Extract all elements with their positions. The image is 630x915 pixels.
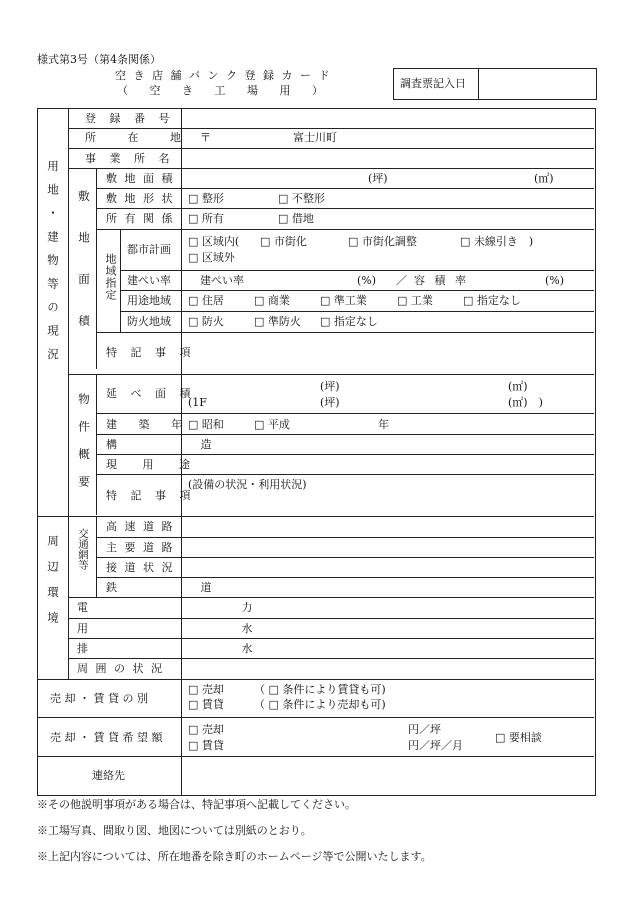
label-railway: 鉄 道 (106, 581, 252, 594)
label-water: 用 水 (77, 622, 328, 635)
floor-area-unit-m2: (㎡) (508, 380, 528, 393)
option-semi-industrial[interactable]: □ 準工業 (320, 294, 367, 307)
option-price-rent[interactable]: □ 賃貸 (188, 739, 224, 752)
option-use-none[interactable]: □ 指定なし (463, 294, 521, 307)
label-electric: 電 力 (77, 601, 328, 614)
option-urbanization-control[interactable]: □ 市街化調整 (348, 235, 417, 248)
note-2: ※工場写真、間取り図、地図については別紙のとおり。 (37, 824, 312, 837)
label-main-road: 主 要 道 路 (106, 541, 175, 554)
floor1-unit-tsubo: (坪) (320, 396, 340, 409)
label-ownership: 所 有 関 係 (106, 212, 175, 225)
floor-ratio-label: 容 積 率 (414, 274, 469, 287)
note-3: ※上記内容については、所在地番を除き町のホームページ等で公開いたします。 (37, 850, 432, 863)
form-title: 空 き 店 舗 バ ン ク 登 録 カ ー ド (115, 69, 332, 82)
section-site: 敷地面積 (77, 190, 91, 356)
option-unzoned[interactable]: □ 未線引き ) (460, 235, 534, 248)
site-area-unit-m2: (㎡) (534, 172, 554, 185)
floor1-label: (1F (188, 396, 207, 409)
location-postal: 〒 (200, 131, 211, 144)
floor-area-unit-tsubo: (坪) (320, 380, 340, 393)
form-number: 様式第3号（第4条関係） (37, 53, 161, 66)
label-current-use: 現 用 途 (106, 458, 201, 471)
label-expressway: 高 速 道 路 (106, 520, 175, 533)
price-sale-unit: 円／坪 (408, 723, 441, 736)
price-rent-unit: 円／坪／月 (408, 739, 463, 752)
section-surroundings: 周辺環境 (46, 535, 60, 637)
label-sale-type: 売 却 ・ 賃 貸 の 別 (50, 692, 148, 705)
option-residential[interactable]: □ 住居 (188, 294, 224, 307)
option-commercial[interactable]: □ 商業 (254, 294, 290, 307)
section-land-building: 用地・建物等の現況 (46, 160, 60, 372)
option-regular-shape[interactable]: □ 整形 (188, 192, 224, 205)
option-urbanized[interactable]: □ 市街化 (260, 235, 307, 248)
coverage-slash: ／ (396, 274, 407, 287)
option-semi-fire[interactable]: □ 準防火 (254, 315, 301, 328)
label-registration-no: 登 録 番 号 (85, 112, 175, 125)
label-city-plan: 都市計画 (127, 243, 171, 256)
label-desired-price: 売 却 ・ 賃 貸 希 望 額 (50, 731, 163, 744)
survey-date-label: 調査票記入日 (400, 77, 466, 90)
option-fire[interactable]: □ 防火 (188, 315, 224, 328)
option-price-sale[interactable]: □ 売却 (188, 723, 224, 736)
label-fire-zone: 防火地域 (127, 315, 171, 328)
label-site-area: 敷 地 面 積 (106, 172, 175, 185)
option-irregular-shape[interactable]: □ 不整形 (278, 192, 325, 205)
label-site-shape: 敷 地 形 状 (106, 192, 175, 205)
label-office: 事 業 所 名 (85, 152, 175, 165)
coverage-ratio-label: 建ぺい率 (200, 274, 244, 287)
option-leased-land[interactable]: □ 借地 (278, 212, 314, 225)
form-subtitle: （ 空 き 工 場 用 ） (117, 84, 332, 97)
label-built-year: 建 築 年 (106, 418, 191, 431)
option-out-of-area[interactable]: □ 区域外 (188, 251, 235, 264)
option-rent[interactable]: □ 賃貸 (188, 698, 224, 711)
section-property: 物件概要 (77, 393, 91, 503)
option-heisei[interactable]: □ 平成 (254, 418, 290, 431)
option-owned[interactable]: □ 所有 (188, 212, 224, 225)
option-sale[interactable]: □ 売却 (188, 683, 224, 696)
label-floor-area: 延 べ 面 積 (106, 387, 196, 400)
label-structure: 構 造 (106, 438, 252, 451)
note-1: ※その他説明事項がある場合は、特記事項へ記載してください。 (37, 798, 356, 811)
option-industrial[interactable]: □ 工業 (397, 294, 433, 307)
label-contact: 連絡先 (92, 769, 125, 782)
label-access-road: 接 道 状 況 (106, 561, 175, 574)
section-zoning: 地域指定 (104, 253, 117, 301)
built-year-unit: 年 (378, 418, 389, 431)
option-fire-none[interactable]: □ 指定なし (320, 315, 378, 328)
property-notes-hint: (設備の状況・利用状況) (188, 478, 307, 491)
option-sale-rent-ok[interactable]: （ □ 条件により賃貸も可) (254, 683, 386, 696)
label-location: 所 在 地 (85, 131, 195, 144)
label-property-notes: 特 記 事 項 (106, 489, 196, 502)
label-use-zone: 用途地域 (127, 294, 171, 307)
option-negotiable[interactable]: □ 要相談 (495, 731, 542, 744)
floor-ratio-unit: (%) (545, 274, 565, 287)
label-coverage: 建ぺい率 (127, 274, 171, 287)
coverage-unit: (%) (357, 274, 377, 287)
label-site-notes: 特 記 事 項 (106, 346, 196, 359)
floor1-unit-m2: (㎡) ) (508, 396, 543, 409)
option-in-area[interactable]: □ 区域内( (188, 235, 240, 248)
option-showa[interactable]: □ 昭和 (188, 418, 224, 431)
site-area-unit-tsubo: (坪) (368, 172, 388, 185)
option-rent-sale-ok[interactable]: （ □ 条件により売却も可) (254, 698, 386, 711)
location-town: 富士川町 (293, 131, 337, 144)
label-surroundings-status: 周 囲 の 状 況 (77, 662, 164, 675)
section-transport: 交通網等 (77, 528, 89, 570)
label-drain: 排 水 (77, 642, 328, 655)
